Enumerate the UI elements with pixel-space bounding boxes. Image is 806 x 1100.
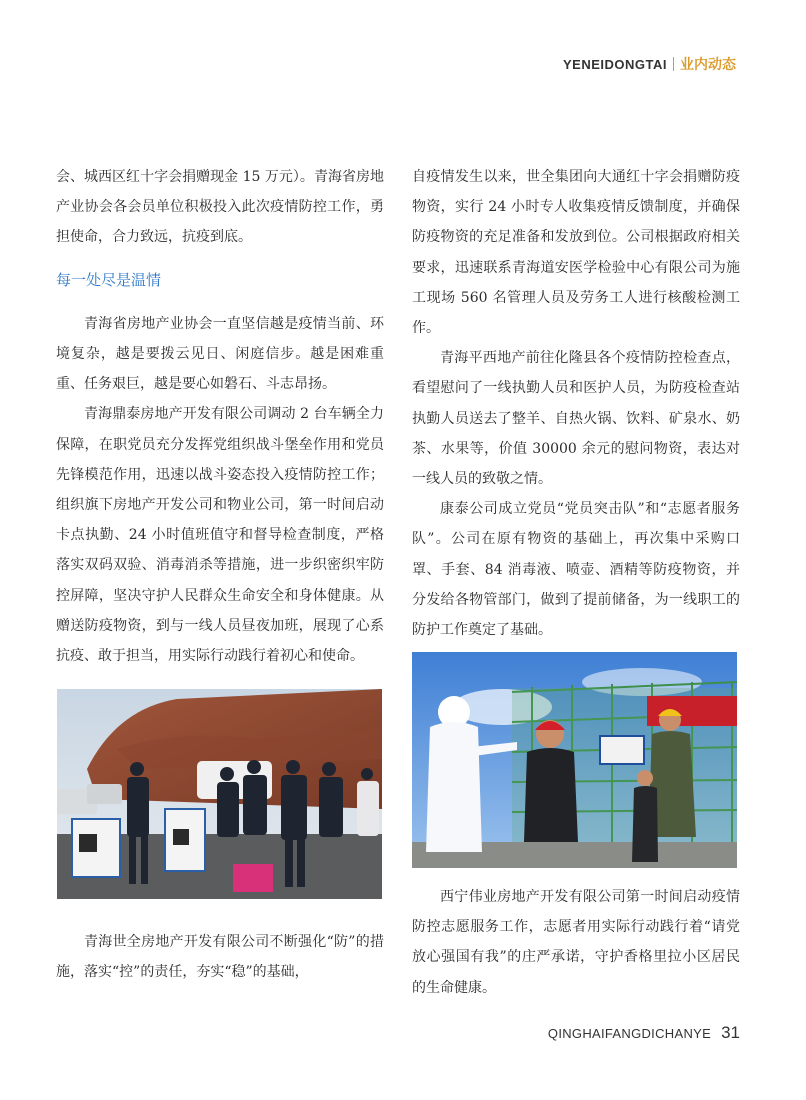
- page-footer: [548, 1023, 740, 1043]
- left-caption-paragraph: [56, 927, 384, 987]
- continued-paragraph: 会、城西区红十字会捐赠现金 15 万元）。青海省房地产业协会各会员单位积极投入此次疫情防控工作，勇担使命，合力致远，抗疫到底。: [56, 169, 384, 246]
- left-column: [56, 162, 384, 671]
- subheading: 每一处尽是温情: [56, 270, 162, 289]
- paragraph: 西宁伟业房地产开发有限公司第一时间启动疫情防控志愿服务工作，志愿者用实际行动践行着“请党放心强国有我”的庄严承诺，守护香格里拉小区居民的生命健康。: [412, 889, 740, 996]
- paragraph: 青海世全房地产开发有限公司不断强化“防”的措施，落实“控”的责任，夯实“稳”的基础，: [56, 934, 384, 981]
- paragraph: 青海省房地产业协会一直坚信越是疫情当前、环境复杂，越是要拨云见日、闲庭信步。越是困难重重、任务艰巨，越是要心如磐石、斗志昂扬。: [56, 315, 384, 393]
- paragraph: 青海鼎泰房地产开发有限公司调动 2 台车辆全力保障，在职党员充分发挥党组织战斗堡垒作用和党员先锋模范作用，迅速以战斗姿态投入疫情防控工作；组织旗下房地产开发公司和物业公司，第一时间启动卡点执勤、24 小时值班值守和督导检查制度，严格落实双码双验、消毒消杀等措施，进一步织密织牢防控屏障，坚决守护人民群众生命安全和身体健康。从赠送防疫物资，到与一线人员昼夜加班，展现了心系抗疫、敢于担当，用实际行动践行着初心和使命。: [56, 406, 384, 665]
- magazine-name: QINGHAIFANGDICHANYE: [547, 1026, 712, 1041]
- paragraph: 青海平西地产前往化隆县各个疫情防控检查点，看望慰问了一线执勤人员和医护人员，为防疫检查站执勤人员送去了整羊、自热火锅、饮料、矿泉水、奶茶、水果等，价值 30000 余元的慰问物资，表达对一线人员的致敬之情。: [412, 350, 740, 488]
- right-column: [412, 162, 740, 645]
- section-name-cn: 业内动态: [680, 56, 736, 72]
- section-header: [563, 54, 736, 74]
- section-name-en: YENEIDONGTAI: [563, 56, 667, 72]
- right-caption-paragraph: [412, 882, 740, 1003]
- photo-nucleic-acid-testing: [412, 652, 737, 868]
- paragraph: 自疫情发生以来，世全集团向大通红十字会捐赠防疫物资，实行 24 小时专人收集疫情反馈制度，并确保防疫物资的充足准备和发放到位。公司根据政府相关要求，迅速联系青海道安医学检验中心有限公司为施工现场 560 名管理人员及劳务工人进行核酸检测工作。: [412, 169, 740, 337]
- header-divider: [673, 57, 674, 71]
- page-number: 31: [721, 1023, 740, 1042]
- paragraph: 康泰公司成立党员“党员突击队”和“志愿者服务队”。公司在原有物资的基础上，再次集中采购口罩、手套、84 消毒液、喷壶、酒精等防疫物资，并分发给各物管部门，做到了提前储备，为一线职工的防护工作奠定了基础。: [412, 501, 740, 639]
- photo-officials-visit: [57, 689, 382, 899]
